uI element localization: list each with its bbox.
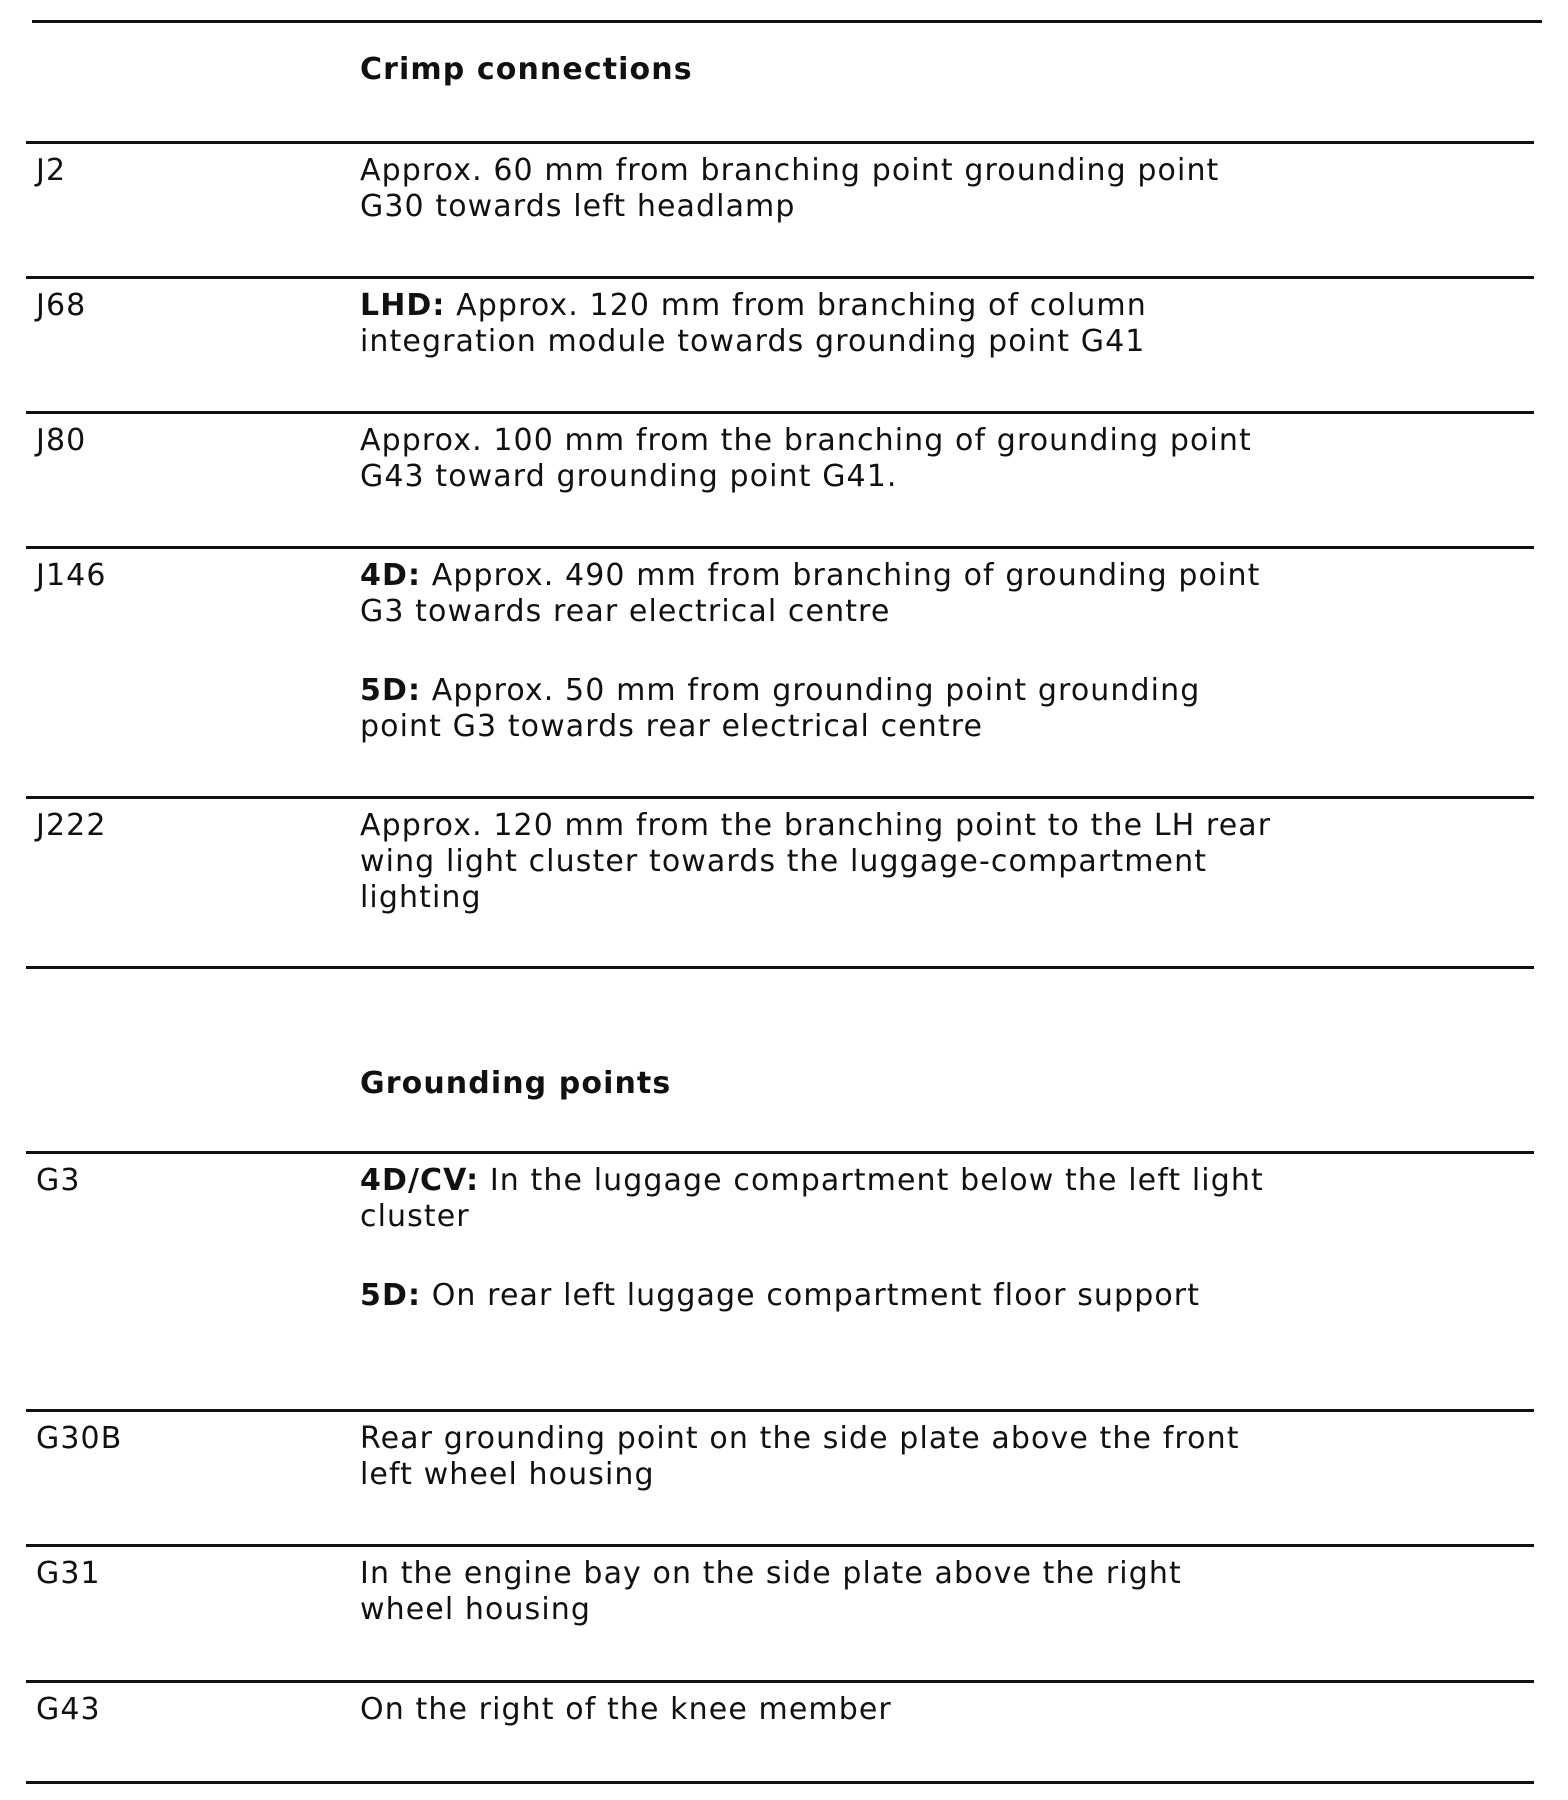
row-code-j68: J68 [36, 288, 87, 323]
variant-prefix: 4D: [360, 558, 422, 593]
bottom-rule [26, 1781, 1534, 1784]
variant-prefix: 5D: [360, 1278, 422, 1313]
table-row-divider [26, 141, 1534, 144]
row-code-g3: G3 [36, 1163, 81, 1198]
variant-prefix: LHD: [360, 288, 446, 323]
description-line: Approx. 100 mm from the branching of grounding point [360, 423, 1252, 458]
description-line: On the right of the knee member [360, 1692, 892, 1727]
description-line: Approx. 60 mm from branching point grounding point [360, 153, 1220, 188]
row-code-j2: J2 [36, 153, 67, 188]
description-line [360, 288, 1147, 324]
description-line: G3 towards rear electrical centre [360, 594, 891, 629]
table-row-divider [26, 1151, 1534, 1154]
variant-prefix: 4D/CV: [360, 1163, 480, 1198]
description-line: lighting [360, 880, 482, 915]
description-text: Approx. 120 mm from branching of column [445, 288, 1147, 323]
description-line [360, 558, 1260, 594]
section-title-crimp-connections: Crimp connections [360, 52, 693, 87]
row-description-g3-4dcv [360, 1163, 1264, 1235]
description-line: G30 towards left headlamp [360, 189, 796, 224]
row-code-g30b: G30B [36, 1421, 123, 1456]
description-line: Rear grounding point on the side plate above the front [360, 1421, 1240, 1456]
variant-prefix: 5D: [360, 673, 422, 708]
row-description-j2 [360, 153, 1219, 225]
row-description-j146-4d [360, 558, 1260, 630]
table-row-divider [26, 411, 1534, 414]
row-description-j222 [360, 808, 1271, 916]
description-line: wheel housing [360, 1592, 592, 1627]
table-row-divider [26, 796, 1534, 799]
description-text: Approx. 50 mm from grounding point grounding [421, 673, 1201, 708]
row-code-j146: J146 [36, 558, 107, 593]
row-code-j80: J80 [36, 423, 87, 458]
table-row-divider [26, 1409, 1534, 1412]
row-description-g3-5d [360, 1278, 1200, 1314]
description-line: integration module towards grounding point G41 [360, 324, 1146, 359]
table-row-divider [26, 276, 1534, 279]
description-text: On rear left luggage compartment floor support [421, 1278, 1201, 1313]
description-line [360, 1278, 1200, 1314]
row-code-j222: J222 [36, 808, 107, 843]
section-end-rule [26, 966, 1534, 969]
table-row-divider [26, 1680, 1534, 1683]
description-text: Approx. 490 mm from branching of grounding point [421, 558, 1261, 593]
description-line: left wheel housing [360, 1457, 655, 1492]
table-row-divider [26, 1544, 1534, 1547]
row-description-g30b [360, 1421, 1240, 1493]
description-line: Approx. 120 mm from the branching point to the LH rear [360, 808, 1272, 843]
description-line: point G3 towards rear electrical centre [360, 709, 984, 744]
description-line [360, 1163, 1264, 1199]
top-rule [32, 20, 1542, 23]
row-description-g43 [360, 1692, 892, 1728]
table-row-divider [26, 546, 1534, 549]
description-line: wing light cluster towards the luggage-compartment [360, 844, 1208, 879]
row-description-g31 [360, 1556, 1182, 1628]
row-description-j68 [360, 288, 1147, 360]
description-line: In the engine bay on the side plate above the right [360, 1556, 1182, 1591]
description-line: G43 toward grounding point G41. [360, 459, 898, 494]
description-line [360, 673, 1200, 709]
row-description-j80 [360, 423, 1252, 495]
row-description-j146-5d [360, 673, 1200, 745]
section-title-grounding-points: Grounding points [360, 1066, 672, 1101]
row-code-g31: G31 [36, 1556, 101, 1591]
description-line: cluster [360, 1199, 470, 1234]
row-code-g43: G43 [36, 1692, 101, 1727]
description-text: In the luggage compartment below the left light [479, 1163, 1264, 1198]
